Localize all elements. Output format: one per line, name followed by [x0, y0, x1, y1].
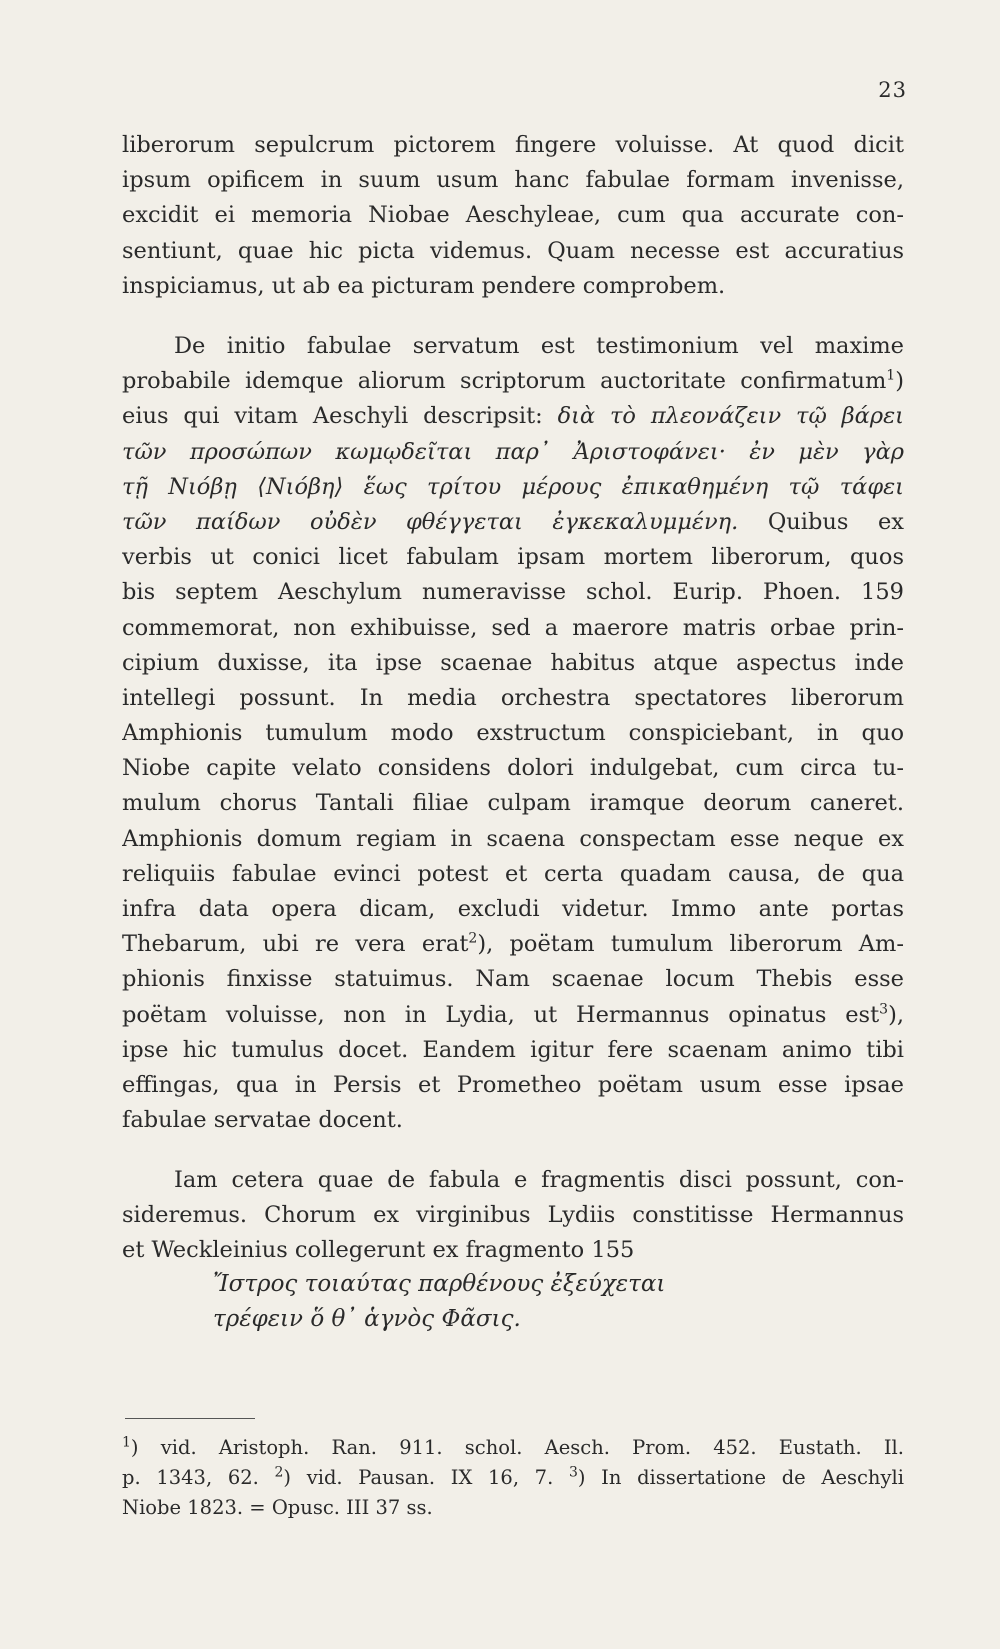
- text-segment: ), poëtam tumulum liberorum Am-: [477, 931, 904, 958]
- greek-quote-line: τῶν προσώπων κωμῳδεῖται παρ᾽ Ἀριστοφάνει· ἐν μὲν γὰρ: [122, 438, 904, 465]
- footnotes: [122, 1433, 904, 1523]
- verse-line: Ἴστρος τοιαύτας παρθένους ἐξεύχεται: [213, 1271, 666, 1297]
- footnote-marker: 1: [122, 1434, 131, 1451]
- text-line: [122, 505, 904, 540]
- text-line: Niobe capite velato considens dolori indulgebat, cum circa tu-: [122, 755, 904, 782]
- footnote-rule: [125, 1418, 255, 1419]
- text-line: sideremus. Chorum ex virginibus Lydiis constitisse Hermannus: [122, 1202, 904, 1229]
- verse-line: τρέφειν ὅ θ᾽ ἁγνὸς Φᾶσις.: [213, 1306, 521, 1333]
- text-line: Amphionis tumulum modo exstructum conspiciebant, in quo: [122, 720, 904, 747]
- greek-verse-quote: [213, 1266, 665, 1336]
- text-line: fabulae servatae docent.: [122, 1107, 403, 1134]
- text-line: et Weckleinius collegerunt ex fragmento 155: [122, 1237, 635, 1264]
- text-line: [122, 927, 904, 962]
- text-line: ipsum opificem in suum usum hanc fabulae formam invenisse,: [122, 167, 904, 194]
- text-line: Iam cetera quae de fabula e fragmentis disci possunt, con-: [174, 1167, 904, 1193]
- footnote-line: Niobe 1823. = Opusc. III 37 ss.: [122, 1496, 433, 1519]
- footnote-line: [122, 1433, 904, 1463]
- footnote-marker: 3: [568, 1464, 578, 1481]
- text-line: [122, 998, 904, 1033]
- greek-quote-line: τῇ Νιόβῃ ⟨Νιόβη⟩ ἕως τρίτου μέρους ἐπικαθημένη τῷ τάφει: [122, 473, 904, 500]
- text-segment: probabile idemque aliorum scriptorum auctoritate confirmatum: [122, 368, 887, 395]
- paragraph-3: [122, 1163, 904, 1269]
- text-segment: Quibus ex: [738, 508, 904, 535]
- text-segment: poëtam voluisse, non in Lydia, ut Hermannus opinatus est: [122, 1001, 880, 1028]
- text-segment: Thebarum, ubi re vera erat: [122, 931, 469, 958]
- text-line: verbis ut conici licet fabulam ipsam mortem liberorum, quos: [122, 544, 904, 571]
- paragraph-2: [122, 329, 904, 1138]
- text-line: ipse hic tumulus docet. Eandem igitur fere scaenam animo tibi: [122, 1036, 904, 1063]
- greek-quote: διὰ τὸ πλεονάζειν τῷ βάρει: [557, 403, 904, 430]
- text-line: bis septem Aeschylum numeravisse schol. Eurip. Phoen. 159: [122, 579, 904, 606]
- text-line: commemorat, non exhibuisse, sed a maerore matris orbae prin-: [122, 614, 904, 641]
- page-number: 23: [878, 78, 907, 102]
- text-line: phionis finxisse statuimus. Nam scaenae locum Thebis esse: [122, 966, 904, 993]
- text-line: reliquiis fabulae evinci potest et certa quadam causa, de qua: [122, 860, 904, 887]
- text-line: mulum chorus Tantali filiae culpam iramque deorum caneret.: [122, 790, 904, 817]
- paragraph-1: [122, 128, 904, 304]
- text-line: excidit ei memoria Niobae Aeschyleae, cum qua accurate con-: [122, 202, 904, 229]
- footnote-text: ) vid. Pausan. IX 16, 7.: [283, 1466, 569, 1489]
- text-line: infra data opera dicam, excludi videtur. Immo ante portas: [122, 896, 904, 922]
- text-line: [122, 399, 904, 434]
- text-segment: ),: [888, 1001, 904, 1028]
- footnote-marker: 3: [879, 1001, 889, 1018]
- footnote-text: p. 1343, 62.: [122, 1466, 275, 1489]
- text-segment: ): [895, 368, 904, 395]
- text-line: Amphionis domum regiam in scaena conspectam esse neque ex: [122, 825, 904, 852]
- text-line: liberorum sepulcrum pictorem fingere voluisse. At quod dicit: [122, 132, 904, 158]
- text-line: [122, 364, 904, 399]
- footnote-marker: 1: [886, 367, 896, 384]
- footnote-text: ) vid. Aristoph. Ran. 911. schol. Aesch. Prom. 452. Eustath. Il.: [130, 1436, 904, 1459]
- text-line: effingas, qua in Persis et Prometheo poëtam usum esse ipsae: [122, 1071, 904, 1098]
- footnote-text: ) In dissertatione de Aeschyli: [577, 1466, 904, 1489]
- footnote-marker: 2: [468, 930, 478, 947]
- text-line: sentiunt, quae hic picta videmus. Quam necesse est accuratius: [122, 237, 904, 264]
- footnote-line: [122, 1463, 904, 1493]
- text-segment: eius qui vitam Aeschyli descripsit:: [122, 403, 558, 430]
- text-line: cipium duxisse, ita ipse scaenae habitus atque aspectus inde: [122, 649, 904, 676]
- greek-quote: τῶν παίδων οὐδὲν φθέγγεται ἐγκεκαλυμμένη.: [122, 508, 739, 535]
- text-line: De initio fabulae servatum est testimonium vel maxime: [174, 333, 904, 359]
- text-line: inspiciamus, ut ab ea picturam pendere comprobem.: [122, 272, 726, 299]
- text-line: intellegi possunt. In media orchestra spectatores liberorum: [122, 684, 904, 711]
- footnote-marker: 2: [274, 1464, 284, 1481]
